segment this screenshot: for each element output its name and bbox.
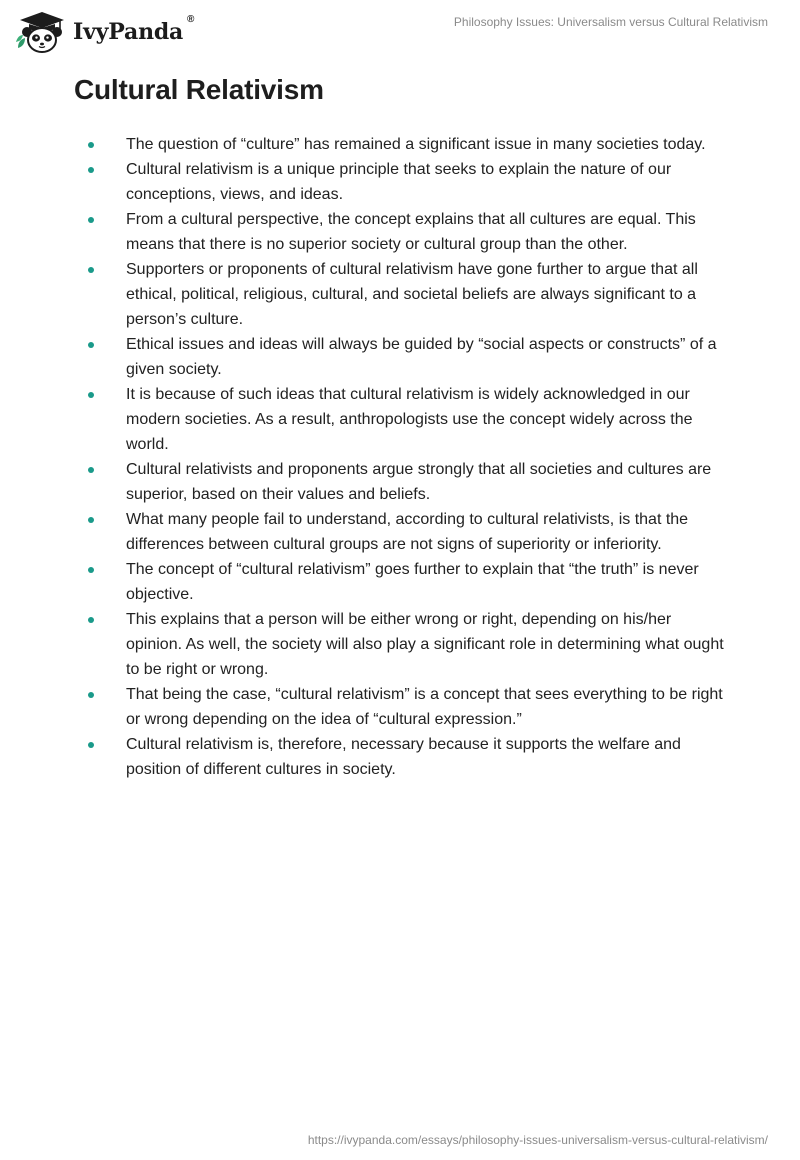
logo-name: IvyPanda [73, 19, 184, 45]
list-item [0, 682, 726, 732]
bullet-icon [88, 617, 94, 623]
list-item-text: That being the case, “cultural relativism” is a concept that sees everything to be right or wrong depending on the idea of “cultural expression.” [126, 686, 723, 728]
list-item [0, 132, 726, 157]
list-item [0, 207, 726, 257]
list-item [0, 457, 726, 507]
list-item [0, 382, 726, 457]
list-item-text: From a cultural perspective, the concept explains that all cultures are equal. This means that there is no superior society or cultural group than the other. [126, 211, 696, 253]
bullet-icon [88, 517, 94, 523]
source-url-link[interactable]: https://ivypanda.com/essays/philosophy-issues-universalism-versus-cultural-relativism/ [307, 1133, 768, 1147]
document-title: Philosophy Issues: Universalism versus Cultural Relativism [453, 15, 768, 29]
bullet-icon [88, 742, 94, 748]
list-item-text: Supporters or proponents of cultural relativism have gone further to argue that all ethical, political, religious, cultural, and societal beliefs are always significant to a person’s culture. [126, 261, 698, 328]
registered-mark: ® [186, 14, 195, 25]
list-item-text: Cultural relativists and proponents argue strongly that all societies and cultures are superior, based on their values and beliefs. [126, 461, 712, 503]
list-item [0, 507, 726, 557]
panda-graduate-icon [14, 8, 70, 54]
list-item-text: Cultural relativism is, therefore, necessary because it supports the welfare and position of different cultures in society. [126, 736, 681, 778]
bullet-list [0, 132, 800, 782]
list-item [0, 732, 726, 782]
bullet-icon [88, 692, 94, 698]
bullet-icon [88, 217, 94, 223]
bullet-icon [88, 142, 94, 148]
list-item [0, 257, 726, 332]
logo-wordmark [73, 14, 195, 45]
bullet-icon [88, 567, 94, 573]
bullet-icon [88, 392, 94, 398]
page-header [0, 0, 800, 64]
list-item-text: Cultural relativism is a unique principle that seeks to explain the nature of our conceptions, views, and ideas. [126, 161, 672, 203]
section-heading: Cultural Relativism [74, 74, 324, 105]
bullet-icon [88, 467, 94, 473]
list-item [0, 607, 726, 682]
list-item-text: What many people fail to understand, according to cultural relativists, is that the differences between cultural groups are not signs of superiority or inferiority. [126, 511, 689, 553]
list-item-text: Ethical issues and ideas will always be guided by “social aspects or constructs” of a given society. [126, 336, 717, 378]
list-item [0, 557, 726, 607]
list-item-text: This explains that a person will be either wrong or right, depending on his/her opinion. As well, the society will also play a significant role in determining what ought to be right or wrong. [126, 611, 724, 678]
list-item-text: The question of “culture” has remained a significant issue in many societies today. [126, 136, 706, 153]
list-item-text: It is because of such ideas that cultural relativism is widely acknowledged in our modern societies. As a result, anthropologists use the concept widely across the world. [126, 386, 693, 453]
bullet-icon [88, 342, 94, 348]
list-item [0, 157, 726, 207]
bullet-icon [88, 167, 94, 173]
list-item [0, 332, 726, 382]
bullet-icon [88, 267, 94, 273]
list-item-text: The concept of “cultural relativism” goes further to explain that “the truth” is never objective. [126, 561, 699, 603]
ivypanda-logo[interactable] [14, 8, 195, 54]
